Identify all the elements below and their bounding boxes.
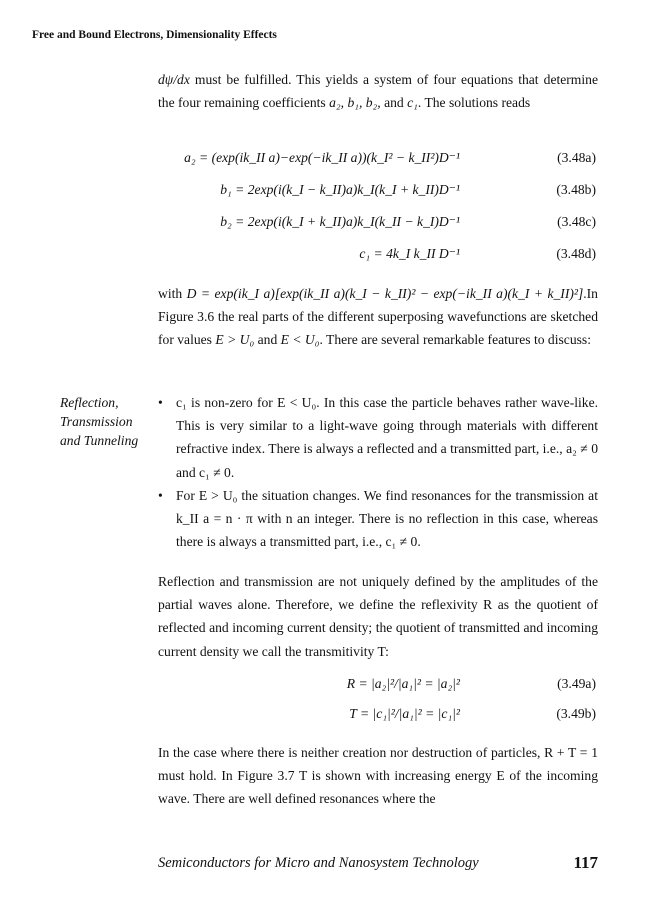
bullet-item-1 bbox=[158, 391, 598, 484]
final-paragraph: In the case where there is neither creation nor destruction of particles, R + T = 1 must hold. In Figure 3.7 T is shown with increasing energy E of the incoming wave. There are well defined resonances where the bbox=[158, 745, 598, 807]
intro-paragraph bbox=[158, 68, 598, 114]
page-number: 117 bbox=[573, 853, 598, 872]
equation-expression bbox=[220, 182, 460, 198]
running-header: Free and Bound Electrons, Dimensionality Effects bbox=[32, 29, 277, 41]
equation-expression: R = |a₂|²/|a₁|² = |a₂|² bbox=[346, 676, 460, 691]
equation-expression: T = |c₁|²/|a₁|² = |c₁|² bbox=[349, 706, 460, 721]
bullet-dot-icon: • bbox=[158, 488, 163, 503]
equation-number: (3.49b) bbox=[556, 706, 596, 721]
equation-expression bbox=[184, 150, 460, 166]
cond-e-greater: E > U₀ bbox=[215, 332, 255, 348]
equation-rhs: (exp(ik_II a)−exp(−ik_II a))(k_I² − k_II²)D⁻¹ bbox=[211, 150, 460, 165]
equation-number: (3.48d) bbox=[556, 246, 596, 261]
bullet-text-2: For E > U₀ the situation changes. We find resonances for the transmission at k_II a = n · π with n an integer. There is no reflection in this case, whereas there is always a transmitted part, i.e., c₁ ≠ 0. bbox=[176, 488, 598, 550]
equation-row bbox=[158, 246, 598, 268]
equation-number: (3.48c) bbox=[557, 214, 596, 229]
reflection-paragraph: Reflection and transmission are not uniquely defined by the amplitudes of the partial waves alone. Therefore, we define the reflexivity R as the quotient of reflected and incoming current density; the quotient of transmitted and incoming current density we call the transmitivity T: bbox=[158, 574, 598, 659]
coefficients-expr: a₂, b₁, b₂, bbox=[329, 95, 381, 111]
equation-rhs: 2exp(i(k_I + k_II)a)k_I(k_II − k_I)D⁻¹ bbox=[247, 214, 460, 229]
cond-e-less: E < U₀ bbox=[280, 332, 320, 348]
equation-rhs: 4k_I k_II D⁻¹ bbox=[386, 246, 460, 261]
equation-lhs: a₂ = bbox=[184, 150, 212, 165]
equation-number: (3.48a) bbox=[557, 150, 596, 165]
footer-book-title: Semiconductors for Micro and Nanosystem Technology bbox=[158, 855, 479, 871]
d-formula: D = exp(ik_I a)[exp(ik_II a)(k_I − k_II)² − exp(−ik_II a)(k_I + k_II)²] bbox=[186, 286, 584, 301]
equation-lhs: c₁ = bbox=[359, 246, 387, 261]
equation-expression bbox=[359, 246, 460, 262]
equation-row bbox=[158, 150, 598, 172]
c1-expr: c₁ bbox=[407, 95, 418, 111]
with-text-4: . There are several remarkable features to discuss: bbox=[319, 332, 591, 348]
side-heading: Reflection, Transmission and Tunneling bbox=[60, 395, 139, 448]
with-text-1: with bbox=[158, 286, 187, 301]
page-footer bbox=[158, 855, 598, 872]
equation-lhs: b₂ = bbox=[220, 214, 248, 229]
equation-rhs: 2exp(i(k_I − k_II)a)k_I(k_I + k_II)D⁻¹ bbox=[247, 182, 460, 197]
bullet-dot-icon: • bbox=[158, 395, 163, 410]
bullet-item-2 bbox=[158, 484, 598, 554]
equation-row bbox=[158, 182, 598, 204]
equation-row bbox=[158, 676, 598, 698]
equation-row bbox=[158, 706, 598, 728]
intro-text-1: must be fulfilled. This yields a system of four equations that determine the four remaining coefficients bbox=[158, 72, 598, 111]
intro-text-3: . The solutions reads bbox=[417, 95, 531, 111]
bullet-text-1: c₁ is non-zero for E < U₀. In this case the particle behaves rather wave-like. This is very similar to a light-wave going through materials with different refractive index. There is always a reflected and a transmitted part, i.e., a₂ ≠ 0 and c₁ ≠ 0. bbox=[176, 395, 598, 480]
with-text-3: and bbox=[254, 332, 281, 348]
equation-number: (3.49a) bbox=[557, 676, 596, 691]
equation-lhs: b₁ = bbox=[220, 182, 248, 197]
equation-expression bbox=[220, 214, 460, 230]
with-text-2: .In Figure 3.6 the real parts of the different superposing wavefunctions are sketched for values bbox=[158, 286, 598, 348]
intro-text-2: and bbox=[380, 95, 408, 111]
equation-row bbox=[158, 214, 598, 236]
with-d-paragraph bbox=[158, 282, 598, 352]
derivative-expr: dψ/dx bbox=[158, 72, 190, 87]
equation-number: (3.48b) bbox=[556, 182, 596, 197]
